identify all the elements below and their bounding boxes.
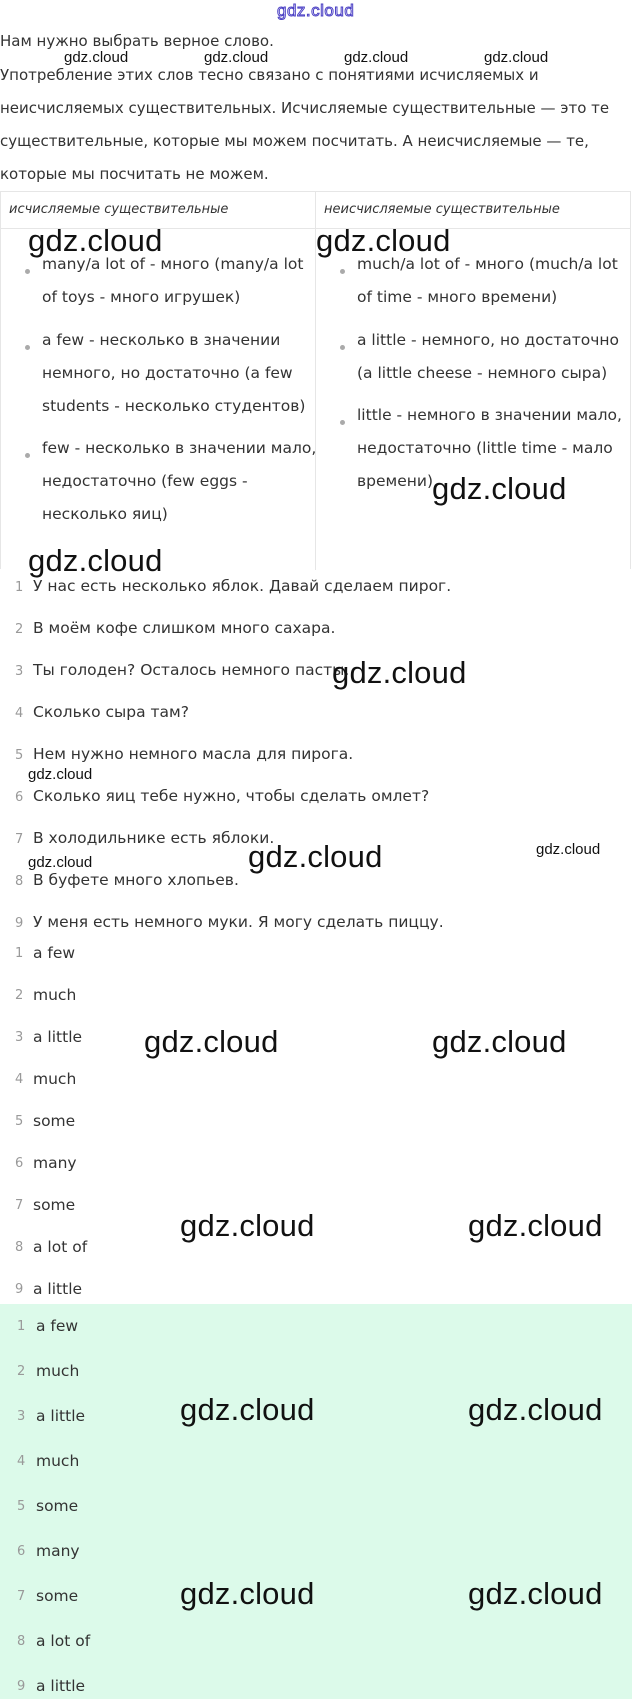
list-item: students - несколько студентов) [42, 397, 306, 415]
sentence-item: Нем нужно немного масла для пирога. [33, 745, 354, 763]
answer-item: some [33, 1196, 76, 1214]
list-item: недостаточно (little time - мало [357, 439, 613, 457]
item-number: 3 [17, 1409, 26, 1424]
answer-item: much [33, 1070, 77, 1088]
answer-item: a few [33, 944, 76, 962]
intro-line-4: существительные, которые мы можем посчитать. А неисчисляемые — те, [0, 132, 589, 150]
final-answer-item: some [36, 1497, 79, 1515]
item-number: 3 [15, 1030, 24, 1045]
bullet-icon [25, 453, 30, 458]
list-item: времени) [357, 472, 433, 490]
item-number: 7 [17, 1589, 26, 1604]
watermark: gdz.cloud [248, 839, 383, 874]
list-item: a little - немного, но достаточно [357, 331, 620, 349]
table-header-uncountable: неисчисляемые существительные [324, 202, 560, 217]
item-number: 8 [17, 1634, 26, 1649]
bullet-icon [340, 269, 345, 274]
watermark: gdz.cloud [468, 1392, 603, 1427]
answer-item: much [33, 986, 77, 1004]
final-answer-item: a little [36, 1407, 86, 1425]
list-item: of toys - много игрушек) [42, 288, 241, 306]
list-item: недостаточно (few eggs - [42, 472, 248, 490]
item-number: 7 [15, 1198, 24, 1213]
watermark: gdz.cloud [316, 223, 451, 258]
watermark: gdz.cloud [432, 471, 567, 506]
sentence-item: В буфете много хлопьев. [33, 871, 239, 889]
final-answer-item: a lot of [36, 1632, 91, 1650]
list-item: a few - несколько в значении [42, 331, 281, 349]
item-number: 6 [15, 790, 24, 805]
sentence-item: Сколько яиц тебе нужно, чтобы сделать омлет? [33, 787, 430, 805]
list-item: (a little cheese - немного сыра) [357, 364, 608, 382]
watermark: gdz.cloud [204, 49, 269, 66]
watermark: gdz.cloud [468, 1208, 603, 1243]
watermark: gdz.cloud [180, 1208, 315, 1243]
item-number: 6 [17, 1544, 26, 1559]
answer-item: a little [33, 1280, 83, 1298]
watermark: gdz.cloud [28, 854, 93, 871]
answer-item: a lot of [33, 1238, 88, 1256]
item-number: 5 [15, 748, 24, 763]
final-answer-item: a little [36, 1677, 86, 1695]
final-answer-item: many [36, 1542, 80, 1560]
answer-item: a little [33, 1028, 83, 1046]
watermark: gdz.cloud [484, 49, 549, 66]
watermark: gdz.cloud [64, 49, 129, 66]
watermark: gdz.cloud [180, 1392, 315, 1427]
list-item: of time - много времени) [357, 288, 558, 306]
list-item: few - несколько в значении мало, [42, 439, 317, 457]
sentence-item: У нас есть несколько яблок. Давай сделаем пирог. [33, 577, 452, 595]
bullet-icon [340, 345, 345, 350]
final-answer-item: a few [36, 1317, 79, 1335]
list-item: несколько яиц) [42, 505, 168, 523]
item-number: 4 [17, 1454, 26, 1469]
watermark: gdz.cloud [332, 655, 467, 690]
item-number: 6 [15, 1156, 24, 1171]
watermark: gdz.cloud [28, 543, 163, 578]
final-answer-item: much [36, 1362, 80, 1380]
item-number: 1 [15, 946, 24, 961]
bullet-icon [25, 345, 30, 350]
item-number: 2 [15, 988, 24, 1003]
table-header-countable: исчисляемые существительные [9, 202, 229, 217]
final-answer-item: much [36, 1452, 80, 1470]
sentence-item: В холодильнике есть яблоки. [33, 829, 275, 847]
answer-block [0, 1304, 632, 1699]
watermark: gdz.cloud [144, 1024, 279, 1059]
item-number: 1 [17, 1319, 26, 1334]
list-item: little - немного в значении мало, [357, 406, 622, 424]
item-number: 5 [17, 1499, 26, 1514]
watermark: gdz.cloud [432, 1024, 567, 1059]
sentence-item: Сколько сыра там? [33, 703, 189, 721]
item-number: 9 [15, 916, 24, 931]
item-number: 5 [15, 1114, 24, 1129]
item-number: 4 [15, 706, 24, 721]
answer-item: many [33, 1154, 77, 1172]
bullet-icon [25, 269, 30, 274]
intro-line-3: неисчисляемых существительных. Исчисляемые существительные — это те [0, 99, 610, 117]
watermark: gdz.cloud [28, 766, 93, 783]
intro-line-2: Употребление этих слов тесно связано с понятиями исчисляемых и [0, 66, 539, 84]
item-number: 8 [15, 874, 24, 889]
bullet-icon [340, 420, 345, 425]
item-number: 4 [15, 1072, 24, 1087]
watermark: gdz.cloud [536, 841, 601, 858]
watermark: gdz.cloud [468, 1576, 603, 1611]
sentence-item: В моём кофе слишком много сахара. [33, 619, 336, 637]
sentence-item: Ты голоден? Осталось немного пасты. [33, 661, 350, 679]
answer-item: some [33, 1112, 76, 1130]
item-number: 2 [15, 622, 24, 637]
list-item: much/a lot of - много (much/a lot [357, 255, 618, 273]
watermark: gdz.cloud [344, 49, 409, 66]
item-number: 7 [15, 832, 24, 847]
item-number: 9 [15, 1282, 24, 1297]
intro-line-5: которые мы посчитать не можем. [0, 165, 269, 183]
watermark: gdz.cloud [28, 223, 163, 258]
item-number: 1 [15, 580, 24, 595]
list-item: немного, но достаточно (a few [42, 364, 293, 382]
sentence-item: У меня есть немного муки. Я могу сделать пиццу. [33, 913, 444, 931]
watermark: gdz.cloud [180, 1576, 315, 1611]
site-logo: gdz.cloud [277, 1, 355, 20]
list-item: many/a lot of - много (many/a lot [42, 255, 304, 273]
final-answer-item: some [36, 1587, 79, 1605]
item-number: 8 [15, 1240, 24, 1255]
item-number: 2 [17, 1364, 26, 1379]
item-number: 3 [15, 664, 24, 679]
item-number: 9 [17, 1679, 26, 1694]
intro-line-1: Нам нужно выбрать верное слово. [0, 32, 274, 50]
